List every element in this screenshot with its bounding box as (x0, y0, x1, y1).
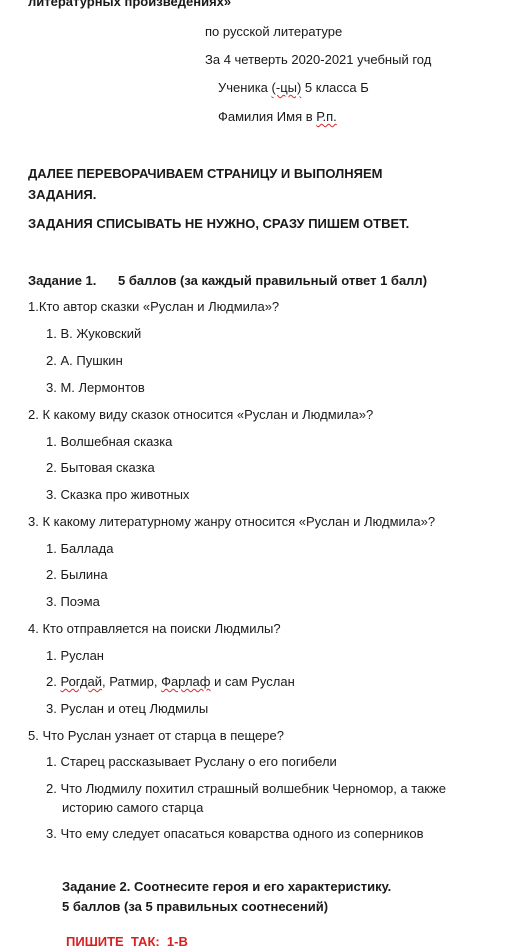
q1-option-2: 2. А. Пушкин (46, 353, 123, 368)
q2-option-2: 2. Бытовая сказка (46, 460, 155, 475)
q3-option-1: 1. Баллада (46, 541, 114, 556)
cut-off-title: литературных произведениях» (28, 0, 232, 9)
task2-example-note: ПИШИТЕ ТАК: 1-В (66, 934, 188, 949)
student-suffix: 5 класса Б (301, 80, 369, 95)
task2-points: 5 баллов (за 5 правильных соотнесений) (62, 899, 329, 914)
question-2: 2. К какому виду сказок относится «Руслан и Людмила»? (28, 407, 374, 422)
q5-option-3: 3. Что ему следует опасаться коварства одного из соперников (46, 826, 424, 841)
name-rogdai: Рогдай (60, 674, 103, 689)
q2-option-1: 1. Волшебная сказка (46, 434, 173, 449)
q5-option-2-line-1: 2. Что Людмилу похитил страшный волшебник Черномор, а также (46, 781, 446, 796)
q1-option-1: 1. В. Жуковский (46, 326, 142, 341)
task2-heading: Задание 2. Соотнесите героя и его характеристику. (62, 879, 392, 894)
question-5: 5. Что Руслан узнает от старца в пещере? (28, 728, 284, 743)
q4-option-1: 1. Руслан (46, 648, 104, 663)
name-farlaf: Фарлаф (161, 674, 211, 689)
q4-option-3: 3. Руслан и отец Людмилы (46, 701, 209, 716)
period-line: За 4 четверть 2020-2021 учебный год (205, 52, 432, 67)
q3-option-2: 2. Былина (46, 567, 108, 582)
q5-option-1: 1. Старец рассказывает Руслану о его погибели (46, 754, 337, 769)
q1-option-3: 3. М. Лермонтов (46, 380, 145, 395)
question-4: 4. Кто отправляется на поиски Людмилы? (28, 621, 281, 636)
q2-option-3: 3. Сказка про животных (46, 487, 190, 502)
q4-option-2-middle: , Ратмир, (102, 674, 162, 689)
q3-option-3: 3. Поэма (46, 594, 100, 609)
instruction-line-3: ЗАДАНИЯ СПИСЫВАТЬ НЕ НУЖНО, СРАЗУ ПИШЕМ ОТВЕТ. (28, 216, 410, 231)
instruction-line-1: ДАЛЕЕ ПЕРЕВОРАЧИВАЕМ СТРАНИЦУ И ВЫПОЛНЯЕМ (28, 166, 383, 181)
question-3: 3. К какому литературному жанру относится «Руслан и Людмила»? (28, 514, 436, 529)
student-gender-marker: (-цы) (271, 80, 302, 95)
name-line (218, 109, 337, 125)
name-prefix: Фамилия Имя в (218, 109, 317, 124)
subject-line: по русской литературе (205, 24, 343, 39)
instruction-line-2: ЗАДАНИЯ. (28, 187, 97, 202)
q4-option-2-number: 2. (46, 674, 61, 689)
q4-option-2 (46, 674, 295, 689)
q5-option-2-line-2: историю самого старца (62, 800, 204, 815)
student-line (218, 80, 369, 96)
task1-heading: Задание 1. 5 баллов (за каждый правильный ответ 1 балл) (28, 273, 428, 288)
q4-option-2-end: и сам Руслан (210, 674, 295, 689)
name-case-marker: Р.п. (316, 109, 337, 124)
question-1: 1.Кто автор сказки «Руслан и Людмила»? (28, 299, 280, 314)
student-prefix: Ученика (218, 80, 272, 95)
